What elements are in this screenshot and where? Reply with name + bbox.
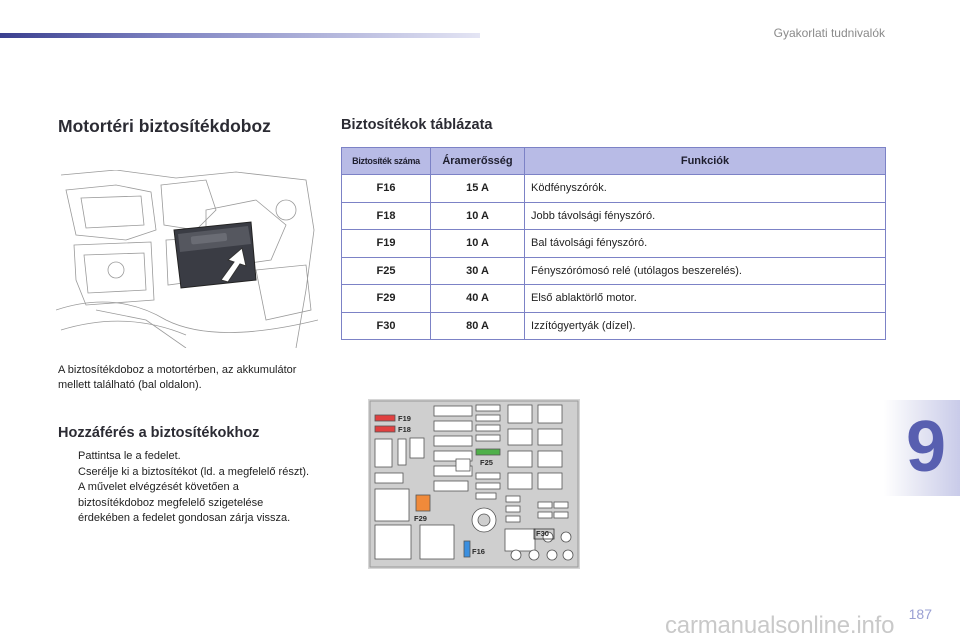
fuse-label-f19: F19 [398, 414, 411, 423]
fuse-amperage: 80 A [431, 312, 525, 340]
table-row [342, 230, 886, 258]
table-row [342, 175, 886, 203]
fuse-f29-slot [416, 495, 430, 511]
fuse-amperage: 15 A [431, 175, 525, 203]
chapter-tab [884, 400, 960, 496]
fuse-function: Első ablaktörlő motor. [525, 285, 886, 313]
fuse-number: F25 [342, 257, 431, 285]
fuse-number: F30 [342, 312, 431, 340]
list-item: Pattintsa le a fedelet. [78, 450, 181, 462]
fuse-function: Fényszórómosó relé (utólagos beszerelés). [525, 257, 886, 285]
table-row [342, 312, 886, 340]
fusebox-location-caption: A biztosítékdoboz a motortérben, az akkumulátor mellett található (bal oldalon). [58, 364, 297, 391]
engine-compartment-illustration [56, 170, 318, 348]
access-steps-list [58, 449, 318, 527]
header-bar [0, 33, 480, 38]
fuse-label-f30: F30 [536, 529, 549, 538]
fuse-f19-slot [375, 415, 395, 421]
fuse-f16-slot [464, 541, 470, 557]
table-row [342, 257, 886, 285]
watermark: carmanualsonline.info [665, 612, 895, 639]
fuse-f18-slot [375, 426, 395, 432]
fuse-label-f16: F16 [472, 547, 485, 556]
fuse-amperage: 30 A [431, 257, 525, 285]
table-row [342, 202, 886, 230]
list-item: A művelet elvégzését követően a biztosítékdoboz megfelelő szigetelése érdekében a fedelet gondosan zárja vissza. [78, 481, 291, 524]
list-item: Cserélje ki a biztosítékot (ld. a megfelelő részt). [78, 465, 310, 478]
fuse-label-f25: F25 [480, 458, 493, 467]
fusebox-layout-diagram [368, 399, 580, 569]
fuse-function: Izzítógyertyák (dízel). [525, 312, 886, 340]
section-title: Gyakorlati tudnivalók [773, 26, 885, 40]
table-header-row [342, 148, 886, 175]
fuse-number: F19 [342, 230, 431, 258]
page-title: Motortéri biztosítékdoboz [58, 116, 271, 136]
fuse-table-title: Biztosítékok táblázata [341, 117, 493, 133]
fuse-table [341, 147, 886, 340]
fuse-label-f18: F18 [398, 425, 411, 434]
fuse-function: Bal távolsági fényszóró. [525, 230, 886, 258]
fuse-number: F29 [342, 285, 431, 313]
fuse-number: F16 [342, 175, 431, 203]
column-header-fuse-number: Biztosíték száma [342, 148, 431, 175]
fuse-number: F18 [342, 202, 431, 230]
fuse-function: Ködfényszórók. [525, 175, 886, 203]
fuse-amperage: 40 A [431, 285, 525, 313]
chapter-number: 9 [906, 407, 947, 487]
fuse-function: Jobb távolsági fényszóró. [525, 202, 886, 230]
fuse-label-f29: F29 [414, 514, 427, 523]
fuse-f25-slot [476, 449, 500, 455]
fuse-amperage: 10 A [431, 230, 525, 258]
page-number: 187 [908, 606, 932, 622]
table-row [342, 285, 886, 313]
access-section-title: Hozzáférés a biztosítékokhoz [58, 425, 260, 441]
fuse-amperage: 10 A [431, 202, 525, 230]
column-header-function: Funkciók [525, 148, 886, 175]
column-header-amperage: Áramerősség [431, 148, 525, 175]
